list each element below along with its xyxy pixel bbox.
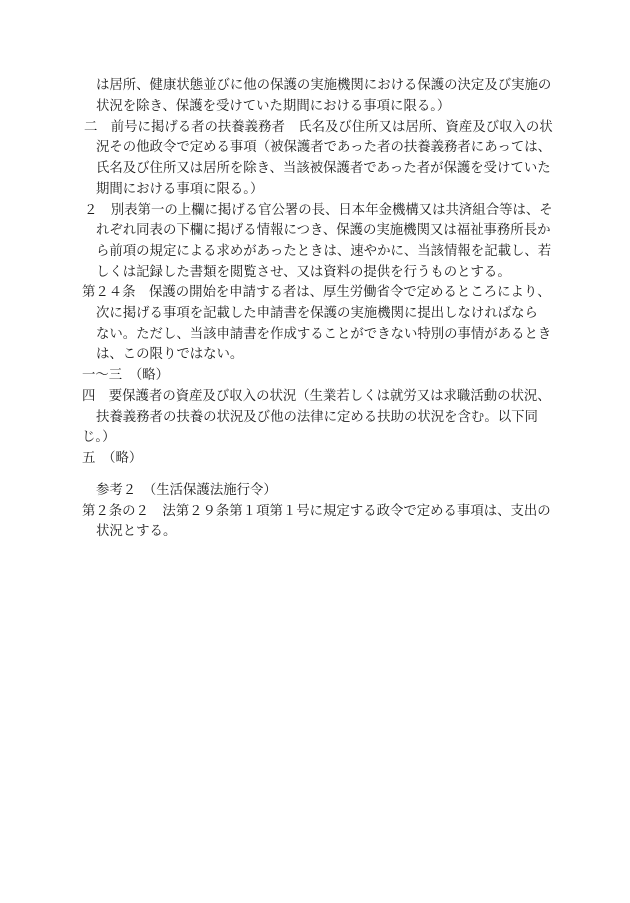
text-line: 四 要保護者の資産及び収入の状況（生業若しくは就労又は求職活動の状況、 <box>82 389 551 404</box>
text-line: 二 前号に掲げる者の扶養義務者 氏名及び住所又は居所、資産及び収入の状 <box>84 120 553 135</box>
text-line: ら前項の規定による求めがあったときは、速やかに、当該情報を記載し、若 <box>96 244 552 259</box>
text-line: 一～三 （略） <box>82 368 170 383</box>
text-line: 次に掲げる事項を記載した申請書を保護の実施機関に提出しなければなら <box>96 306 538 321</box>
text-line: ない。ただし、当該申請書を作成することができない特別の事情があるとき <box>96 327 552 342</box>
text-line: 第２４条 保護の開始を申請する者は、厚生労働省令で定めるところにより、 <box>82 285 551 300</box>
text-line: 況その他政令で定める事項（被保護者であった者の扶養義務者にあっては、 <box>96 140 552 155</box>
text-line: 状況とする。 <box>96 524 177 539</box>
text-line: じ。） <box>82 430 116 445</box>
text-line: 第２条の２ 法第２９条第１項第１号に規定する政令で定める事項は、支出の <box>82 504 551 519</box>
text-line: ２ 別表第一の上欄に掲げる官公署の長、日本年金機構又は共済組合等は、そ <box>84 203 553 218</box>
text-line: は、この限りではない。 <box>96 347 244 362</box>
text-line: 状況を除き、保護を受けていた期間における事項に限る。） <box>96 99 451 114</box>
text-line: 氏名及び住所又は居所を除き、当該被保護者であった者が保護を受けていた <box>96 161 551 176</box>
text-line: れぞれ同表の下欄に掲げる情報につき、保護の実施機関又は福祉事務所長か <box>96 223 551 238</box>
text-line: 参考２ （生活保護法施行令） <box>96 483 277 498</box>
text-line: しくは記録した書類を閲覧させ、又は資料の提供を行うものとする。 <box>96 265 511 280</box>
text-line: 期間における事項に限る。） <box>96 182 264 197</box>
text-line: 五 （略） <box>82 451 143 466</box>
text-line: は居所、健康状態並びに他の保護の実施機関における保護の決定及び実施の <box>96 78 552 93</box>
text-line: 扶養義務者の扶養の状況及び他の法律に定める扶助の状況を含む。以下同 <box>96 410 538 425</box>
